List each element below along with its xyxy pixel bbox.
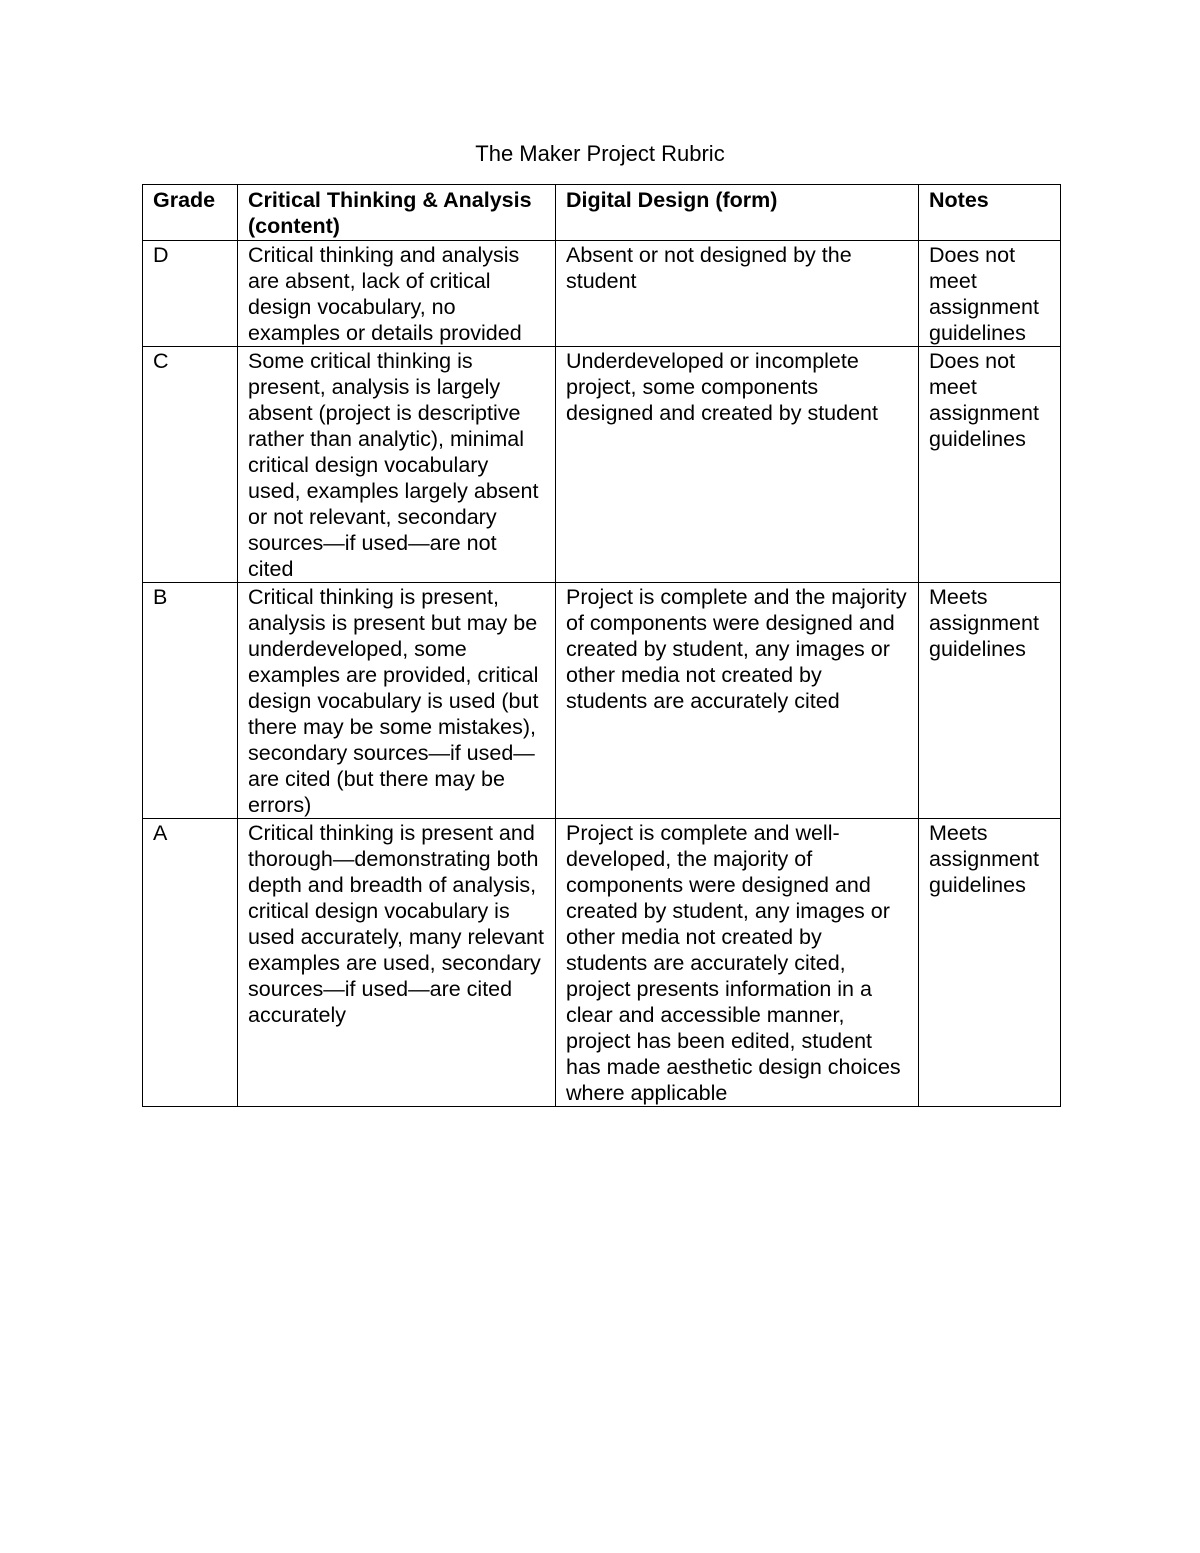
digital-design-cell: Project is complete and the majority of components were designed and created by student, any images or other media not created by students are accurately cited — [556, 583, 919, 819]
grade-cell: A — [143, 819, 238, 1107]
header-digital-design: Digital Design (form) — [556, 185, 919, 241]
notes-cell: Meets assignment guidelines — [919, 819, 1061, 1107]
grade-cell: D — [143, 241, 238, 347]
table-row — [143, 819, 1061, 1107]
critical-thinking-cell: Critical thinking is present, analysis is present but may be underdeveloped, some examples are provided, critical design vocabulary is used (but there may be some mistakes), secondary sources—if used—are cited (but there may be errors) — [238, 583, 556, 819]
grade-cell: B — [143, 583, 238, 819]
table-row — [143, 347, 1061, 583]
grade-cell: C — [143, 347, 238, 583]
table-row — [143, 241, 1061, 347]
digital-design-cell: Project is complete and well-developed, the majority of components were designed and created by student, any images or other media not created by students are accurately cited, project presents information in a clear and accessible manner, project has been edited, student has made aesthetic design choices where applicable — [556, 819, 919, 1107]
header-critical-thinking: Critical Thinking & Analysis (content) — [238, 185, 556, 241]
table-header-row — [143, 185, 1061, 241]
page-title: The Maker Project Rubric — [475, 141, 725, 166]
header-grade: Grade — [143, 185, 238, 241]
table-row — [143, 583, 1061, 819]
header-notes: Notes — [919, 185, 1061, 241]
digital-design-cell: Absent or not designed by the student — [556, 241, 919, 347]
notes-cell: Does not meet assignment guidelines — [919, 347, 1061, 583]
critical-thinking-cell: Critical thinking is present and thorough—demonstrating both depth and breadth of analysis, critical design vocabulary is used accurately, many relevant examples are used, secondary sources—if used—are cited accurately — [238, 819, 556, 1107]
notes-cell: Does not meet assignment guidelines — [919, 241, 1061, 347]
critical-thinking-cell: Critical thinking and analysis are absent, lack of critical design vocabulary, no examples or details provided — [238, 241, 556, 347]
notes-cell: Meets assignment guidelines — [919, 583, 1061, 819]
digital-design-cell: Underdeveloped or incomplete project, some components designed and created by student — [556, 347, 919, 583]
rubric-table — [142, 184, 1061, 1107]
critical-thinking-cell: Some critical thinking is present, analysis is largely absent (project is descriptive rather than analytic), minimal critical design vocabulary used, examples largely absent or not relevant, secondary sources—if used—are not cited — [238, 347, 556, 583]
